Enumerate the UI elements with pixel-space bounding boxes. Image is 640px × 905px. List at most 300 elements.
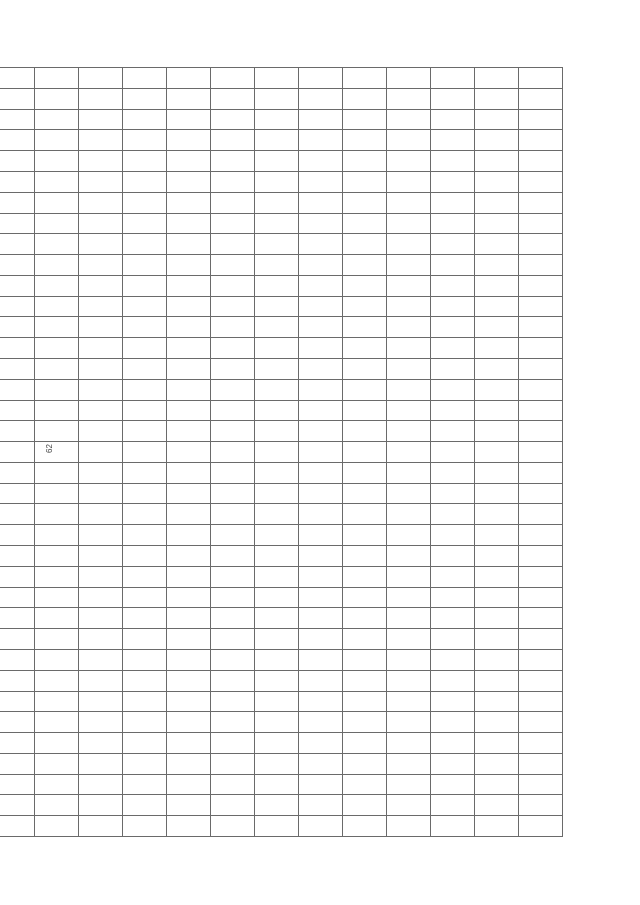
rotated-landscape-table bbox=[0, 67, 503, 837]
table-cell bbox=[35, 151, 79, 172]
table-cell bbox=[343, 359, 387, 380]
table-cell bbox=[299, 130, 343, 151]
table-cell bbox=[431, 317, 475, 338]
table-cell bbox=[79, 359, 123, 380]
table-cell bbox=[519, 68, 563, 89]
table-row bbox=[343, 68, 387, 837]
table-cell bbox=[167, 421, 211, 442]
table-cell bbox=[211, 546, 255, 567]
table-cell bbox=[387, 88, 431, 109]
table-cell bbox=[519, 483, 563, 504]
table-cell bbox=[519, 691, 563, 712]
table-cell bbox=[343, 629, 387, 650]
table-cell bbox=[519, 275, 563, 296]
table-cell bbox=[123, 317, 167, 338]
table-cell bbox=[35, 255, 79, 276]
table-cell bbox=[0, 338, 35, 359]
table-cell bbox=[167, 712, 211, 733]
table-cell bbox=[211, 130, 255, 151]
table-cell bbox=[299, 587, 343, 608]
table-cell bbox=[0, 109, 35, 130]
table-cell bbox=[475, 442, 519, 463]
table-cell bbox=[255, 629, 299, 650]
table-cell bbox=[167, 109, 211, 130]
table-cell bbox=[123, 213, 167, 234]
table-cell bbox=[431, 504, 475, 525]
table-cell bbox=[343, 88, 387, 109]
table-cell bbox=[255, 421, 299, 442]
table-cell bbox=[255, 816, 299, 837]
table-cell bbox=[299, 670, 343, 691]
table-cell bbox=[431, 546, 475, 567]
table-cell bbox=[123, 649, 167, 670]
table-cell bbox=[431, 275, 475, 296]
table-cell bbox=[35, 608, 79, 629]
table-cell bbox=[387, 483, 431, 504]
table-cell bbox=[387, 151, 431, 172]
table-cell bbox=[387, 629, 431, 650]
table-cell bbox=[431, 712, 475, 733]
table-cell bbox=[387, 130, 431, 151]
table-cell bbox=[387, 400, 431, 421]
table-cell bbox=[123, 255, 167, 276]
table-cell bbox=[519, 109, 563, 130]
table-cell bbox=[299, 109, 343, 130]
table-cell bbox=[475, 691, 519, 712]
table-cell bbox=[167, 400, 211, 421]
table-cell bbox=[431, 587, 475, 608]
table-cell bbox=[475, 816, 519, 837]
table-cell bbox=[167, 483, 211, 504]
table-cell bbox=[343, 504, 387, 525]
table-cell bbox=[79, 691, 123, 712]
table-cell bbox=[431, 816, 475, 837]
table-cell bbox=[299, 504, 343, 525]
table-cell bbox=[299, 483, 343, 504]
table-cell bbox=[475, 774, 519, 795]
table-cell bbox=[387, 504, 431, 525]
table-cell bbox=[211, 629, 255, 650]
table-cell bbox=[79, 379, 123, 400]
table-cell bbox=[299, 649, 343, 670]
table-cell bbox=[35, 670, 79, 691]
table-cell bbox=[475, 608, 519, 629]
table-cell bbox=[255, 504, 299, 525]
table-cell bbox=[343, 442, 387, 463]
table-cell bbox=[167, 338, 211, 359]
table-cell bbox=[79, 795, 123, 816]
table-cell bbox=[167, 670, 211, 691]
table-cell bbox=[343, 587, 387, 608]
table-cell bbox=[475, 400, 519, 421]
table-cell bbox=[475, 88, 519, 109]
table-cell bbox=[431, 296, 475, 317]
table-cell bbox=[167, 504, 211, 525]
table-cell bbox=[431, 68, 475, 89]
table-cell bbox=[431, 691, 475, 712]
table-cell bbox=[431, 172, 475, 193]
table-cell bbox=[123, 234, 167, 255]
table-cell bbox=[211, 255, 255, 276]
table-cell bbox=[475, 566, 519, 587]
table-cell bbox=[299, 296, 343, 317]
table-cell bbox=[431, 442, 475, 463]
table-cell bbox=[387, 359, 431, 380]
table-cell bbox=[431, 462, 475, 483]
table-cell bbox=[0, 359, 35, 380]
table-cell bbox=[0, 816, 35, 837]
table-cell bbox=[0, 296, 35, 317]
table-cell bbox=[431, 733, 475, 754]
table-cell bbox=[0, 691, 35, 712]
table-cell bbox=[299, 213, 343, 234]
table-cell bbox=[211, 691, 255, 712]
table-cell bbox=[35, 525, 79, 546]
table-cell bbox=[475, 546, 519, 567]
table-cell bbox=[255, 213, 299, 234]
table-cell bbox=[343, 255, 387, 276]
table-cell bbox=[299, 359, 343, 380]
table-cell bbox=[255, 546, 299, 567]
table-cell bbox=[79, 712, 123, 733]
table-cell bbox=[35, 130, 79, 151]
table-cell bbox=[387, 462, 431, 483]
table-cell bbox=[475, 483, 519, 504]
table-cell bbox=[431, 566, 475, 587]
table-cell bbox=[211, 88, 255, 109]
table-cell bbox=[123, 88, 167, 109]
table-cell bbox=[299, 400, 343, 421]
table-cell bbox=[343, 234, 387, 255]
table-cell bbox=[35, 421, 79, 442]
table-cell bbox=[35, 566, 79, 587]
table-cell bbox=[79, 296, 123, 317]
table-cell bbox=[343, 566, 387, 587]
table-cell bbox=[79, 525, 123, 546]
table-cell bbox=[475, 275, 519, 296]
table-cell bbox=[255, 483, 299, 504]
table-cell bbox=[519, 213, 563, 234]
planning-table bbox=[0, 67, 563, 837]
table-cell bbox=[0, 442, 35, 463]
table-cell bbox=[123, 442, 167, 463]
table-cell bbox=[475, 213, 519, 234]
table-cell bbox=[35, 296, 79, 317]
table-cell bbox=[35, 795, 79, 816]
table-cell bbox=[519, 462, 563, 483]
table-row bbox=[431, 68, 475, 837]
table-cell bbox=[35, 234, 79, 255]
table-cell bbox=[211, 795, 255, 816]
table-cell bbox=[167, 462, 211, 483]
table-cell bbox=[431, 774, 475, 795]
table-cell bbox=[211, 172, 255, 193]
table-cell bbox=[211, 338, 255, 359]
table-cell bbox=[35, 483, 79, 504]
table-cell bbox=[519, 629, 563, 650]
table-cell bbox=[79, 255, 123, 276]
table-cell bbox=[343, 712, 387, 733]
table-cell bbox=[387, 296, 431, 317]
table-cell bbox=[519, 774, 563, 795]
table-row bbox=[211, 68, 255, 837]
table-cell bbox=[167, 379, 211, 400]
table-cell bbox=[79, 649, 123, 670]
table-cell bbox=[431, 338, 475, 359]
table-cell bbox=[167, 566, 211, 587]
table-cell bbox=[211, 483, 255, 504]
table-cell bbox=[35, 317, 79, 338]
table-cell bbox=[343, 774, 387, 795]
table-cell bbox=[167, 275, 211, 296]
table-cell bbox=[211, 359, 255, 380]
table-cell bbox=[35, 192, 79, 213]
table-cell bbox=[0, 608, 35, 629]
table-cell bbox=[475, 421, 519, 442]
table-cell bbox=[519, 712, 563, 733]
table-cell bbox=[123, 733, 167, 754]
table-cell bbox=[519, 525, 563, 546]
table-cell bbox=[167, 192, 211, 213]
table-cell bbox=[35, 68, 79, 89]
table-cell bbox=[167, 546, 211, 567]
table-cell bbox=[519, 130, 563, 151]
table-cell bbox=[35, 629, 79, 650]
table-cell bbox=[255, 525, 299, 546]
table-cell bbox=[0, 317, 35, 338]
table-cell bbox=[123, 483, 167, 504]
table-cell bbox=[255, 795, 299, 816]
table-cell bbox=[167, 525, 211, 546]
table-cell bbox=[211, 816, 255, 837]
table-cell bbox=[299, 712, 343, 733]
table-cell bbox=[519, 317, 563, 338]
table-cell bbox=[475, 525, 519, 546]
table-cell bbox=[123, 172, 167, 193]
table-cell bbox=[123, 774, 167, 795]
table-cell bbox=[35, 442, 79, 463]
table-cell bbox=[0, 421, 35, 442]
table-row bbox=[299, 68, 343, 837]
table-cell bbox=[299, 462, 343, 483]
table-cell bbox=[519, 192, 563, 213]
table-cell bbox=[519, 255, 563, 276]
table-cell bbox=[123, 421, 167, 442]
table-cell bbox=[299, 192, 343, 213]
table-cell bbox=[519, 234, 563, 255]
table-cell bbox=[387, 255, 431, 276]
table-cell bbox=[211, 712, 255, 733]
table-cell bbox=[0, 255, 35, 276]
table-cell bbox=[79, 816, 123, 837]
table-cell bbox=[519, 442, 563, 463]
table-cell bbox=[79, 109, 123, 130]
table-cell bbox=[0, 172, 35, 193]
table-cell bbox=[431, 130, 475, 151]
table-cell bbox=[343, 691, 387, 712]
table-cell bbox=[0, 733, 35, 754]
table-cell bbox=[387, 234, 431, 255]
table-cell bbox=[167, 649, 211, 670]
table-cell bbox=[387, 213, 431, 234]
table-cell bbox=[475, 359, 519, 380]
table-cell bbox=[519, 421, 563, 442]
table-cell bbox=[343, 317, 387, 338]
table-cell bbox=[343, 172, 387, 193]
table-cell bbox=[519, 753, 563, 774]
table-cell bbox=[167, 629, 211, 650]
table-cell bbox=[123, 462, 167, 483]
table-cell bbox=[79, 172, 123, 193]
table-cell bbox=[211, 608, 255, 629]
table-row bbox=[255, 68, 299, 837]
table-cell bbox=[0, 587, 35, 608]
table-cell bbox=[387, 795, 431, 816]
table-cell bbox=[79, 608, 123, 629]
table-cell bbox=[211, 733, 255, 754]
table-cell bbox=[475, 587, 519, 608]
table-cell bbox=[475, 234, 519, 255]
table-cell bbox=[343, 130, 387, 151]
table-cell bbox=[123, 608, 167, 629]
table-cell bbox=[475, 795, 519, 816]
table-cell bbox=[387, 670, 431, 691]
table-cell bbox=[519, 649, 563, 670]
table-cell bbox=[519, 670, 563, 691]
table-cell bbox=[211, 587, 255, 608]
table-cell bbox=[299, 275, 343, 296]
table-cell bbox=[79, 442, 123, 463]
table-cell bbox=[167, 733, 211, 754]
table-cell bbox=[519, 172, 563, 193]
table-row bbox=[123, 68, 167, 837]
table-cell bbox=[79, 774, 123, 795]
table-cell bbox=[475, 172, 519, 193]
table-cell bbox=[79, 88, 123, 109]
table-cell bbox=[299, 608, 343, 629]
table-cell bbox=[299, 774, 343, 795]
table-cell bbox=[387, 442, 431, 463]
table-cell bbox=[255, 587, 299, 608]
table-cell bbox=[123, 338, 167, 359]
table-cell bbox=[211, 525, 255, 546]
table-cell bbox=[387, 753, 431, 774]
table-cell bbox=[387, 608, 431, 629]
table-cell bbox=[35, 733, 79, 754]
table-cell bbox=[123, 504, 167, 525]
table-cell bbox=[167, 359, 211, 380]
table-cell bbox=[255, 649, 299, 670]
table-cell bbox=[431, 213, 475, 234]
table-cell bbox=[343, 525, 387, 546]
table-cell bbox=[167, 172, 211, 193]
table-cell bbox=[211, 275, 255, 296]
table-cell bbox=[255, 296, 299, 317]
table-cell bbox=[211, 649, 255, 670]
table-cell bbox=[343, 649, 387, 670]
table-cell bbox=[387, 192, 431, 213]
table-cell bbox=[123, 587, 167, 608]
table-cell bbox=[0, 649, 35, 670]
table-cell bbox=[299, 88, 343, 109]
table-cell bbox=[387, 317, 431, 338]
table-cell bbox=[475, 68, 519, 89]
table-cell bbox=[211, 68, 255, 89]
table-cell bbox=[0, 504, 35, 525]
table-cell bbox=[519, 400, 563, 421]
table-cell bbox=[519, 88, 563, 109]
table-cell bbox=[387, 275, 431, 296]
table-cell bbox=[519, 296, 563, 317]
table-body bbox=[0, 68, 563, 837]
table-cell bbox=[431, 151, 475, 172]
table-cell bbox=[431, 649, 475, 670]
table-cell bbox=[255, 774, 299, 795]
table-cell bbox=[431, 88, 475, 109]
table-cell bbox=[299, 379, 343, 400]
table-cell bbox=[475, 109, 519, 130]
table-cell bbox=[79, 483, 123, 504]
table-cell bbox=[255, 130, 299, 151]
table-cell bbox=[387, 338, 431, 359]
table-cell bbox=[387, 68, 431, 89]
table-cell bbox=[387, 546, 431, 567]
table-cell bbox=[211, 566, 255, 587]
table-cell bbox=[299, 753, 343, 774]
table-cell bbox=[519, 816, 563, 837]
table-cell bbox=[79, 234, 123, 255]
table-cell bbox=[0, 795, 35, 816]
table-cell bbox=[79, 338, 123, 359]
table-cell bbox=[123, 68, 167, 89]
table-cell bbox=[79, 192, 123, 213]
table-cell bbox=[343, 795, 387, 816]
table-cell bbox=[475, 462, 519, 483]
table-cell bbox=[167, 234, 211, 255]
table-cell bbox=[519, 795, 563, 816]
table-cell bbox=[0, 130, 35, 151]
table-cell bbox=[211, 504, 255, 525]
table-cell bbox=[519, 546, 563, 567]
table-cell bbox=[255, 608, 299, 629]
table-cell bbox=[299, 255, 343, 276]
table-cell bbox=[123, 566, 167, 587]
table-cell bbox=[475, 629, 519, 650]
table-cell bbox=[35, 753, 79, 774]
table-cell bbox=[123, 546, 167, 567]
table-cell bbox=[123, 275, 167, 296]
table-cell bbox=[79, 275, 123, 296]
table-cell bbox=[0, 192, 35, 213]
table-cell bbox=[343, 213, 387, 234]
table-cell bbox=[123, 712, 167, 733]
table-cell bbox=[0, 546, 35, 567]
table-cell bbox=[475, 192, 519, 213]
table-cell bbox=[211, 774, 255, 795]
table-cell bbox=[387, 712, 431, 733]
table-cell bbox=[519, 151, 563, 172]
table-cell bbox=[0, 566, 35, 587]
table-cell bbox=[343, 816, 387, 837]
table-cell bbox=[299, 338, 343, 359]
table-cell bbox=[35, 400, 79, 421]
table-cell bbox=[0, 88, 35, 109]
table-cell bbox=[475, 317, 519, 338]
table-cell bbox=[387, 774, 431, 795]
table-cell bbox=[343, 462, 387, 483]
table-cell bbox=[343, 192, 387, 213]
table-cell bbox=[343, 109, 387, 130]
